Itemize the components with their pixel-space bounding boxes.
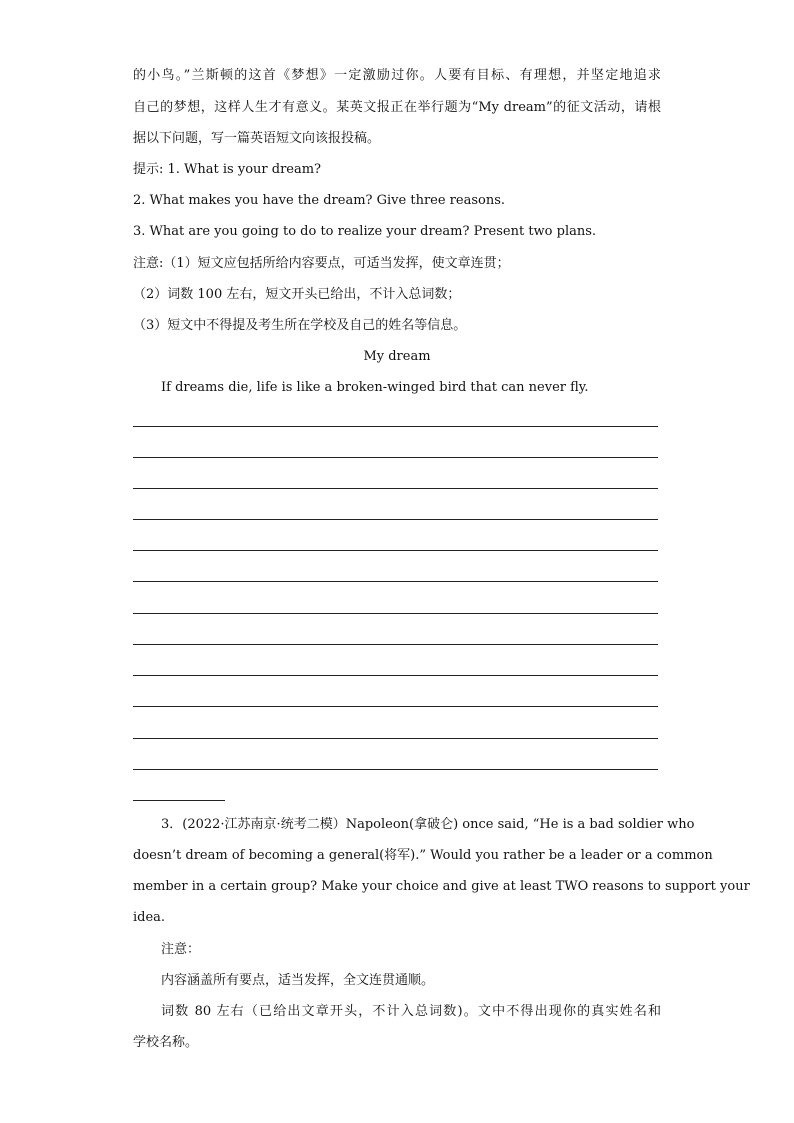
- q3-line-2: doesn’t dream of becoming a general(将军).” Would you rather be a leader or a common: [133, 848, 713, 863]
- writing-line: [133, 550, 658, 551]
- writing-line: [133, 519, 658, 520]
- writing-line: [133, 488, 658, 489]
- q3-line-1: 3．(2022·江苏南京·统考二模）Napoleon(拿破仑) once said, “He is a bad soldier who: [161, 817, 695, 832]
- note-3: （3）短文中不得提及考生所在学校及自己的姓名等信息。: [133, 318, 467, 333]
- writing-line: [133, 581, 658, 582]
- intro-line-1: 的小鸟。”兰斯顿的这首《梦想》一定激励过你。人要有目标、有理想，并坚定地追求: [133, 68, 661, 83]
- q3-note-1: 内容涵盖所有要点，适当发挥，全文连贯通顺。: [161, 973, 435, 988]
- q3-line-4: idea.: [133, 910, 166, 925]
- q3-note-2-line-1: 词数 80 左右（已给出文章开头，不计入总词数)。文中不得出现你的真实姓名和: [161, 1004, 661, 1019]
- essay-title: My dream: [363, 349, 431, 364]
- hint-2: 2. What makes you have the dream? Give three reasons.: [133, 193, 506, 208]
- writing-line: [133, 769, 658, 770]
- intro-line-3: 据以下问题，写一篇英语短文向该报投稿。: [133, 131, 381, 146]
- writing-line: [133, 457, 658, 458]
- q3-note-2-line-2: 学校名称。: [133, 1035, 199, 1050]
- writing-line: [133, 644, 658, 645]
- section-divider: [133, 800, 225, 801]
- writing-line: [133, 706, 658, 707]
- note-1: 注意:（1）短文应包括所给内容要点，可适当发挥，使文章连贯；: [133, 256, 510, 271]
- hint-3: 3. What are you going to do to realize your dream? Present two plans.: [133, 224, 597, 239]
- q3-note-label: 注意：: [161, 942, 201, 957]
- note-2: （2）词数 100 左右，短文开头已给出，不计入总词数；: [133, 287, 461, 302]
- intro-line-2: 自己的梦想，这样人生才有意义。某英文报正在举行题为“My dream”的征文活动，请根: [133, 100, 661, 115]
- q3-line-3: member in a certain group? Make your choice and give at least TWO reasons to support your: [133, 879, 750, 894]
- writing-line: [133, 738, 658, 739]
- essay-opening: If dreams die, life is like a broken-winged bird that can never fly.: [161, 380, 589, 395]
- writing-line: [133, 613, 658, 614]
- hint-1: 提示: 1. What is your dream?: [133, 162, 322, 177]
- writing-line: [133, 675, 658, 676]
- writing-line: [133, 426, 658, 427]
